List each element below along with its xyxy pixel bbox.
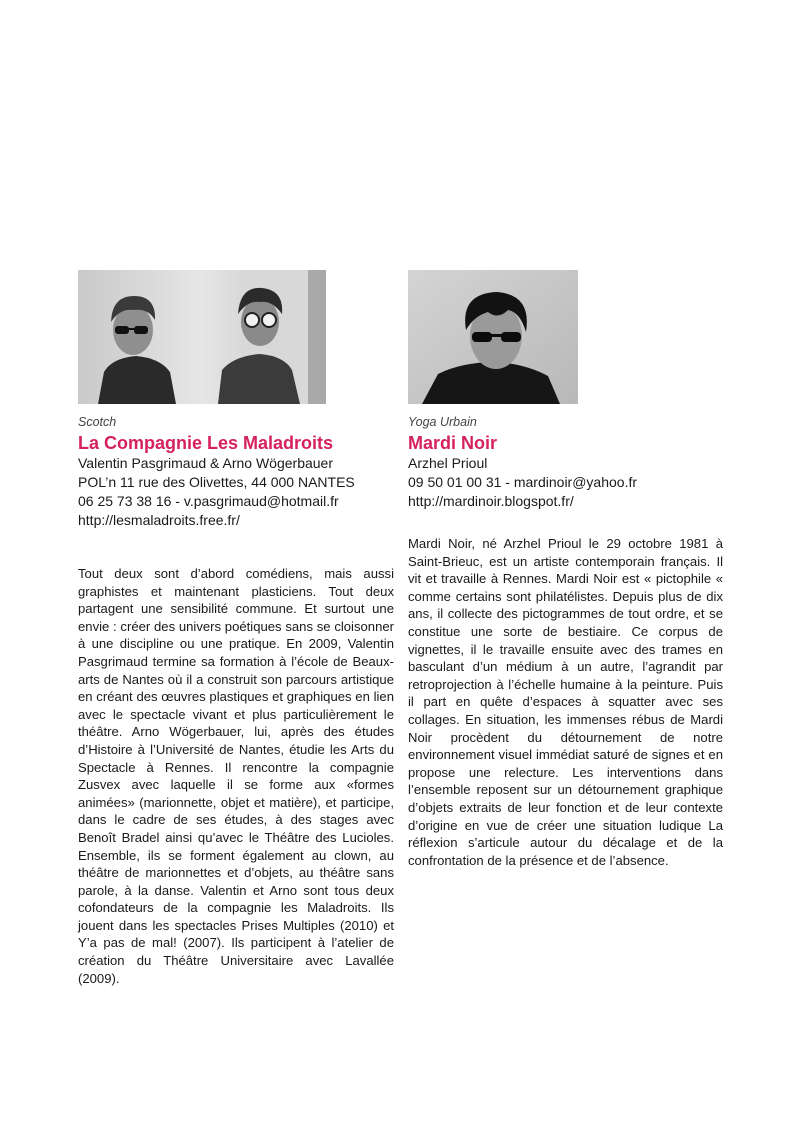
artist-name: Mardi Noir	[408, 433, 498, 453]
contact-name: Arzhel Prioul	[408, 455, 488, 471]
duo-portrait-photo	[78, 270, 326, 404]
show-title: Yoga Urbain	[408, 415, 477, 429]
portrait-photo	[408, 270, 578, 404]
show-title: Scotch	[78, 415, 117, 429]
biography-text: Mardi Noir, né Arzhel Prioul le 29 octobre 1981 à Saint-Brieuc, est un artiste contemporain français. Il vit et travaille à Rennes. Mardi Noir est « pictophile « comme certains sont philatélistes. Depuis plus de dix ans, il collecte des pictogrammes de tout ordre, et se constitue une sorte de bestiaire. Ce corpus de vignettes, il le travaille ensuite avec des trames en basculant d’un médium à un autre, l’agrandit par retroprojection à l’échelle humaine à la peinture. Puis il part en quête d’espaces à squatter avec ses collages. En situation, les immenses rébus de Mardi Noir procèdent du détournement de notre environnement visuel immédiat saturé de signes et en propose une relecture. Les interventions dans l’ensemble reposent sur un détournement graphique d’objets extraits de leur fonction et de leur contexte d’origine en vue de créer une situation ludique La réflexion s’articule autour du décalage et de la confrontation de la présence et de l’absence.	[408, 536, 723, 868]
contact-block	[408, 454, 723, 511]
biography-text: Tout deux sont d’abord comédiens, mais aussi graphistes et maintenant plasticiens. Tout deux partagent une sensibilité commune. Et surtout une envie : créer des univers poétiques sans se cloisonner à une discipline ou une pratique. En 2009, Valentin Pasgrimaud termine sa formation à l’école de Beaux-arts de Nantes où il a construit son parcours artistique en créant des œuvres plastiques et graphiques en lien avec le spectacle vivant et plus particulièrement le théâtre. Arno Wögerbauer, lui, après des études d’Histoire à l’Université de Nantes, étudie les Arts du Spectacle à Rennes. Il rencontre la compagnie Zusvex avec laquelle il se forme aux «formes animées» (marionnette, objet et matière), et participe, dans le cadre de ses études, à des stages avec Benoît Bradel ainsi qu’avec le Théâtre des Lucioles. Ensemble, ils se forment également au clown, au théâtre de marionnettes et d’objets, au théâtre sans parole, à la danse. Valentin et Arno sont tous deux cofondateurs de la compagnie les Maladroits. Ils jouent dans les spectacles Prises Multiples (2010) et Y’a pas de mal! (2007). Ils participent à l’atelier de création du Théâtre Universitaire avec Lavallée (2009).	[78, 566, 394, 986]
left-profile	[78, 270, 394, 987]
company-name: La Compagnie Les Maladroits	[78, 433, 334, 453]
contact-website: http://mardinoir.blogspot.fr/	[408, 493, 574, 509]
contact-block	[78, 454, 394, 530]
contact-names: Valentin Pasgrimaud & Arno Wögerbauer	[78, 455, 333, 471]
contact-phone-email: 06 25 73 38 16 - v.pasgrimaud@hotmail.fr	[78, 493, 339, 509]
contact-address: POL’n 11 rue des Olivettes, 44 000 NANTES	[78, 474, 355, 490]
contact-website: http://lesmaladroits.free.fr/	[78, 512, 240, 528]
contact-phone-email: 09 50 01 00 31 - mardinoir@yahoo.fr	[408, 474, 638, 490]
right-profile	[408, 270, 723, 869]
